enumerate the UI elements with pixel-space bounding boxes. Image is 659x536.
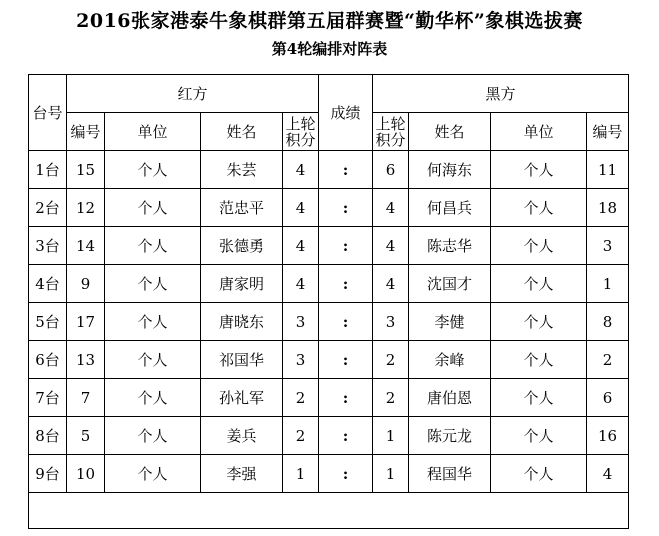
black-name-cell: 何海东 (409, 151, 491, 189)
black-unit-cell: 个人 (491, 341, 587, 379)
black-number-cell: 4 (587, 455, 629, 493)
result-cell: : (319, 341, 373, 379)
black-number-cell: 2 (587, 341, 629, 379)
red-unit-cell: 个人 (105, 417, 201, 455)
red-name-cell: 祁国华 (201, 341, 283, 379)
black-score-cell: 6 (373, 151, 409, 189)
red-unit-cell: 个人 (105, 227, 201, 265)
board-header: 台号 (29, 75, 67, 151)
result-cell: : (319, 379, 373, 417)
red-number-cell: 13 (67, 341, 105, 379)
result-header: 成绩 (319, 75, 373, 151)
black-number-cell: 3 (587, 227, 629, 265)
red-side-header: 红方 (67, 75, 319, 113)
black-prev-score-header (373, 113, 409, 151)
black-number-cell: 8 (587, 303, 629, 341)
board-cell: 9台 (29, 455, 67, 493)
red-score-cell: 4 (283, 151, 319, 189)
board-cell: 1台 (29, 151, 67, 189)
black-name-cell: 程国华 (409, 455, 491, 493)
black-name-cell: 余峰 (409, 341, 491, 379)
red-score-cell: 2 (283, 417, 319, 455)
red-score-cell: 4 (283, 189, 319, 227)
black-number-cell: 18 (587, 189, 629, 227)
red-name-cell: 唐家明 (201, 265, 283, 303)
black-score-cell: 2 (373, 379, 409, 417)
black-name-header: 姓名 (409, 113, 491, 151)
black-unit-cell: 个人 (491, 455, 587, 493)
red-score-cell: 1 (283, 455, 319, 493)
red-name-cell: 范忠平 (201, 189, 283, 227)
result-cell: : (319, 303, 373, 341)
result-cell: : (319, 151, 373, 189)
red-number-cell: 12 (67, 189, 105, 227)
red-number-header: 编号 (67, 113, 105, 151)
red-number-cell: 10 (67, 455, 105, 493)
red-name-cell: 姜兵 (201, 417, 283, 455)
black-score-cell: 4 (373, 227, 409, 265)
red-number-cell: 9 (67, 265, 105, 303)
black-number-cell: 6 (587, 379, 629, 417)
red-score-cell: 2 (283, 379, 319, 417)
black-unit-header: 单位 (491, 113, 587, 151)
black-number-cell: 11 (587, 151, 629, 189)
red-name-cell: 张德勇 (201, 227, 283, 265)
black-score-cell: 1 (373, 455, 409, 493)
table-row (29, 303, 629, 341)
table-row (29, 341, 629, 379)
black-score-cell: 1 (373, 417, 409, 455)
black-score-cell: 4 (373, 189, 409, 227)
black-unit-cell: 个人 (491, 303, 587, 341)
red-unit-cell: 个人 (105, 151, 201, 189)
black-score-cell: 4 (373, 265, 409, 303)
red-score-cell: 3 (283, 303, 319, 341)
black-name-cell: 李健 (409, 303, 491, 341)
black-side-header: 黑方 (373, 75, 629, 113)
black-unit-cell: 个人 (491, 417, 587, 455)
red-score-cell: 4 (283, 265, 319, 303)
red-score-cell: 3 (283, 341, 319, 379)
black-unit-cell: 个人 (491, 379, 587, 417)
black-name-cell: 陈志华 (409, 227, 491, 265)
black-name-cell: 何昌兵 (409, 189, 491, 227)
red-score-cell: 4 (283, 227, 319, 265)
board-cell: 2台 (29, 189, 67, 227)
red-number-cell: 15 (67, 151, 105, 189)
red-number-cell: 5 (67, 417, 105, 455)
board-cell: 8台 (29, 417, 67, 455)
pairing-table-body (29, 75, 629, 529)
empty-row (29, 493, 629, 529)
black-prev-score-header-line1: 上轮 (375, 114, 406, 133)
red-unit-cell: 个人 (105, 303, 201, 341)
red-unit-cell: 个人 (105, 455, 201, 493)
black-number-header: 编号 (587, 113, 629, 151)
red-number-cell: 7 (67, 379, 105, 417)
result-cell: : (319, 189, 373, 227)
red-name-cell: 唐晓东 (201, 303, 283, 341)
red-unit-cell: 个人 (105, 189, 201, 227)
pairing-table (28, 74, 629, 529)
board-cell: 4台 (29, 265, 67, 303)
red-unit-cell: 个人 (105, 341, 201, 379)
black-score-cell: 3 (373, 303, 409, 341)
black-name-cell: 陈元龙 (409, 417, 491, 455)
result-cell: : (319, 265, 373, 303)
black-number-cell: 16 (587, 417, 629, 455)
red-number-cell: 17 (67, 303, 105, 341)
table-row (29, 455, 629, 493)
red-unit-header: 单位 (105, 113, 201, 151)
board-cell: 3台 (29, 227, 67, 265)
board-cell: 5台 (29, 303, 67, 341)
black-number-cell: 1 (587, 265, 629, 303)
table-row (29, 265, 629, 303)
document-subtitle: 第4轮编排对阵表 (271, 40, 388, 58)
table-row (29, 417, 629, 455)
black-unit-cell: 个人 (491, 227, 587, 265)
empty-cell (29, 493, 629, 529)
red-prev-score-header (283, 113, 319, 151)
result-cell: : (319, 227, 373, 265)
red-name-cell: 朱芸 (201, 151, 283, 189)
black-prev-score-header-line2: 积分 (375, 130, 406, 149)
board-cell: 7台 (29, 379, 67, 417)
result-cell: : (319, 455, 373, 493)
black-unit-cell: 个人 (491, 151, 587, 189)
red-name-cell: 孙礼军 (201, 379, 283, 417)
table-row (29, 379, 629, 417)
black-unit-cell: 个人 (491, 265, 587, 303)
red-unit-cell: 个人 (105, 379, 201, 417)
black-unit-cell: 个人 (491, 189, 587, 227)
document-title: 2016张家港泰牛象棋群第五届群赛暨“勤华杯”象棋选拔赛 (76, 10, 583, 32)
header-row-top (29, 75, 629, 113)
red-name-cell: 李强 (201, 455, 283, 493)
red-prev-score-header-line1: 上轮 (285, 114, 316, 133)
red-unit-cell: 个人 (105, 265, 201, 303)
black-name-cell: 唐伯恩 (409, 379, 491, 417)
table-row (29, 227, 629, 265)
red-prev-score-header-line2: 积分 (285, 130, 316, 149)
table-row (29, 189, 629, 227)
board-cell: 6台 (29, 341, 67, 379)
red-name-header: 姓名 (201, 113, 283, 151)
result-cell: : (319, 417, 373, 455)
red-number-cell: 14 (67, 227, 105, 265)
black-score-cell: 2 (373, 341, 409, 379)
black-name-cell: 沈国才 (409, 265, 491, 303)
table-row (29, 151, 629, 189)
